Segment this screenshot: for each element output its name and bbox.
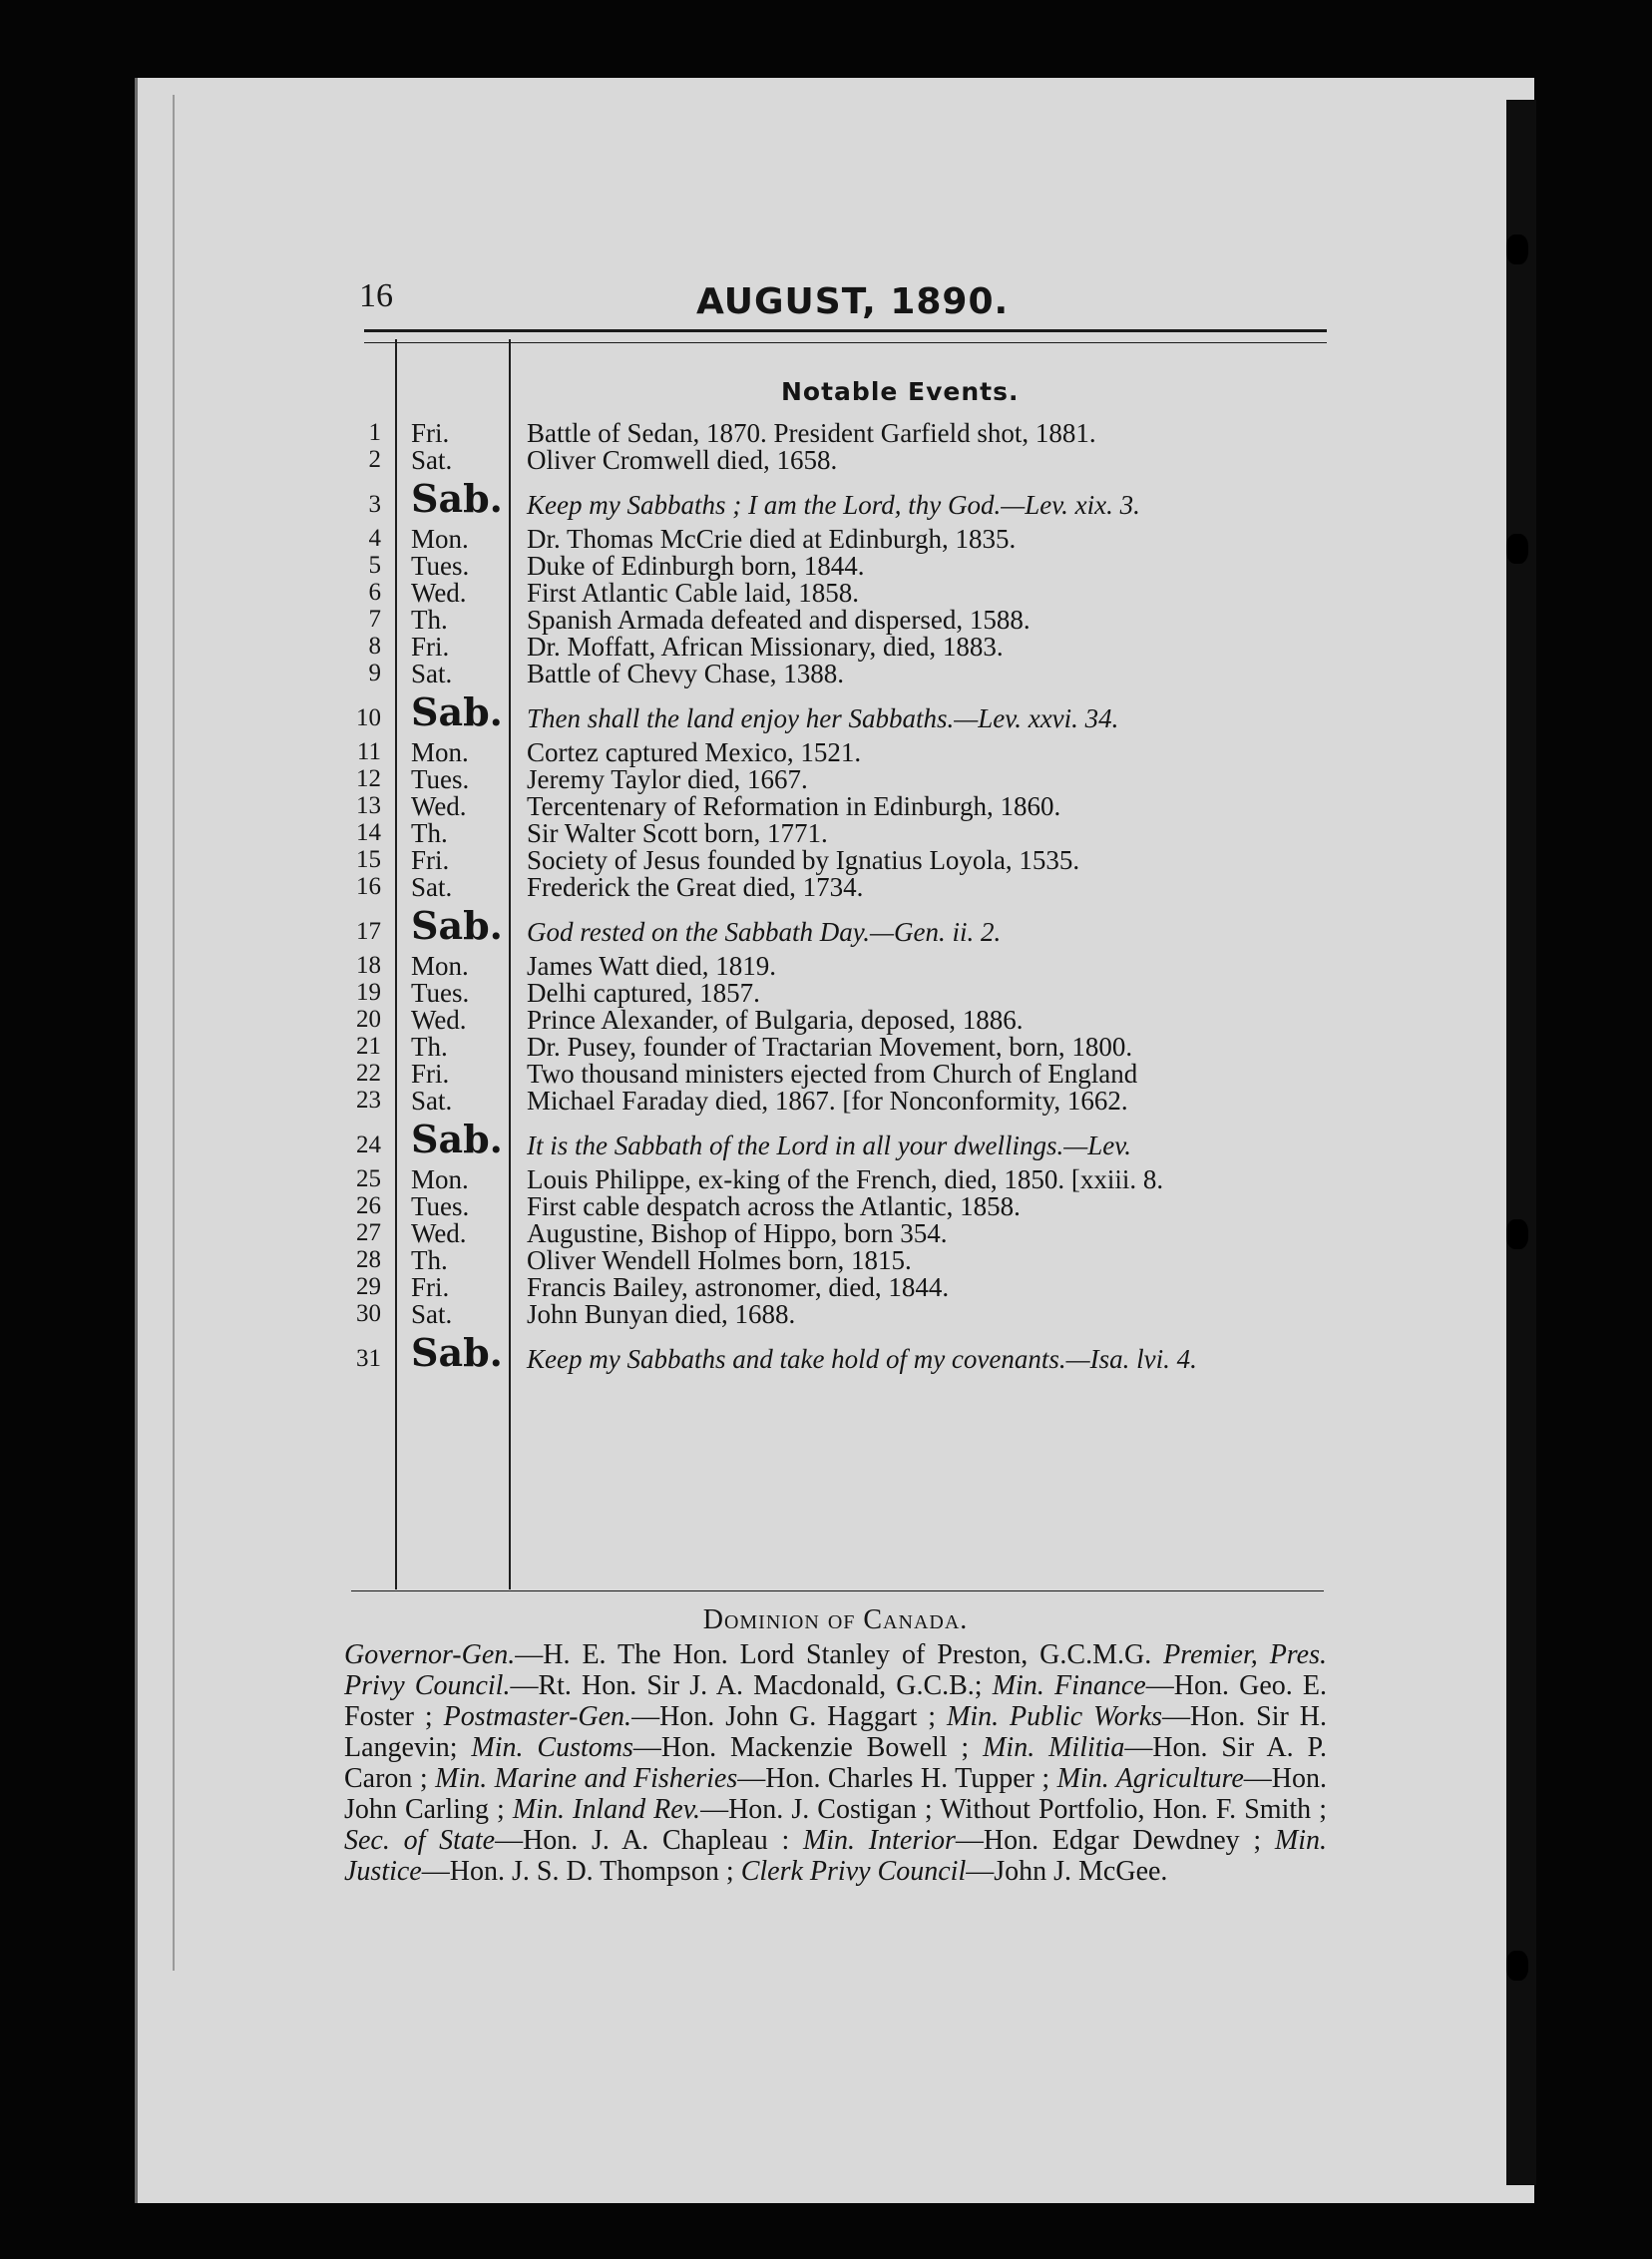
event-text: John Bunyan died, 1688. <box>527 1299 796 1329</box>
day-number: 18 <box>356 952 381 979</box>
day-name: Mon. <box>411 737 469 767</box>
event-text: Dr. Moffatt, African Missionary, died, 1883. <box>527 632 1004 662</box>
day-name: Sab. <box>411 903 503 948</box>
event-row <box>349 979 1327 1007</box>
event-row <box>349 606 1327 634</box>
office-title: Min. Customs <box>471 1732 633 1763</box>
day-number: 21 <box>356 1033 381 1060</box>
office-title: Min. Justice <box>344 1825 1327 1887</box>
event-text: Sir Walter Scott born, 1771. <box>527 818 828 848</box>
event-row <box>349 552 1327 580</box>
day-name: Fri. <box>411 418 450 448</box>
day-name: Sat. <box>411 445 453 475</box>
event-text: First cable despatch across the Atlantic, 1858. <box>527 1191 1021 1221</box>
event-row <box>349 1219 1327 1247</box>
event-row <box>349 1087 1327 1115</box>
event-row <box>349 579 1327 607</box>
event-text: Duke of Edinburgh born, 1844. <box>527 551 865 581</box>
event-row <box>349 738 1327 766</box>
day-number: 6 <box>368 579 381 606</box>
event-row <box>349 1192 1327 1220</box>
day-number: 14 <box>356 819 381 846</box>
event-text: It is the Sabbath of the Lord in all your dwellings.—Lev. <box>527 1130 1131 1160</box>
office-title: Min. Interior <box>802 1825 956 1856</box>
event-row <box>349 1006 1327 1034</box>
day-number: 5 <box>368 552 381 579</box>
event-row <box>349 873 1327 901</box>
day-name: Wed. <box>411 578 467 608</box>
event-text: Battle of Chevy Chase, 1388. <box>527 659 844 688</box>
page-title: AUGUST, 1890. <box>696 281 1010 322</box>
event-text: Spanish Armada defeated and dispersed, 1588. <box>527 605 1031 635</box>
event-row <box>349 1165 1327 1193</box>
event-text: God rested on the Sabbath Day.—Gen. ii. 2. <box>527 917 1002 947</box>
event-row <box>349 689 1327 734</box>
day-number: 9 <box>368 660 381 686</box>
event-text: Dr. Pusey, founder of Tractarian Movement, born, 1800. <box>527 1032 1133 1062</box>
day-name: Wed. <box>411 1005 467 1035</box>
event-row <box>349 765 1327 793</box>
office-holder: —H. E. The Hon. Lord Stanley of Preston, G.C.M.G. <box>515 1639 1164 1670</box>
day-number: 7 <box>368 606 381 633</box>
event-row <box>349 1330 1327 1375</box>
event-text: Frederick the Great died, 1734. <box>527 872 864 902</box>
day-number: 11 <box>356 738 381 765</box>
office-holder: —Hon. J. Costigan ; Without Portfolio, Hon. F. Smith ; <box>700 1794 1327 1825</box>
day-name: Sat. <box>411 1299 453 1329</box>
office-holder: —Hon. Geo. E. Foster ; <box>344 1670 1328 1732</box>
office-title: Governor-Gen. <box>344 1639 516 1670</box>
office-holder: —Hon. J. A. Chapleau : <box>495 1825 803 1856</box>
office-title: Sec. of State <box>344 1825 496 1856</box>
office-holder: —Hon. John Carling ; <box>344 1763 1327 1825</box>
day-number: 23 <box>356 1087 381 1114</box>
office-holder: —Hon. Sir H. Langevin; <box>344 1701 1328 1763</box>
event-text: Tercentenary of Reformation in Edinburgh, 1860. <box>527 791 1061 821</box>
event-text: Prince Alexander, of Bulgaria, deposed, 1886. <box>527 1005 1024 1035</box>
day-name: Tues. <box>411 551 470 581</box>
office-holder: —Rt. Hon. Sir J. A. Macdonald, G.C.B.; <box>510 1670 993 1701</box>
day-number: 3 <box>368 491 381 518</box>
event-row <box>349 792 1327 820</box>
events-heading: Notable Events. <box>781 377 1020 406</box>
dominion-section <box>344 1604 1327 1887</box>
office-holder: —Hon. Charles H. Tupper ; <box>737 1763 1057 1794</box>
event-row <box>349 476 1327 521</box>
event-row <box>349 1033 1327 1061</box>
day-number: 13 <box>356 792 381 819</box>
office-holder: —Hon. J. S. D. Thompson ; <box>421 1856 741 1887</box>
day-number: 22 <box>356 1060 381 1087</box>
office-title: Min. Inland Rev. <box>512 1794 701 1825</box>
day-number: 1 <box>368 419 381 446</box>
day-number: 10 <box>356 704 381 731</box>
event-text: Dr. Thomas McCrie died at Edinburgh, 1835. <box>527 524 1017 554</box>
day-name: Sab. <box>411 476 503 521</box>
day-name: Sat. <box>411 872 453 902</box>
day-name: Th. <box>411 1032 448 1062</box>
event-row <box>349 903 1327 948</box>
day-name: Sab. <box>411 1117 503 1161</box>
day-number: 26 <box>356 1192 381 1219</box>
event-text: Delhi captured, 1857. <box>527 978 760 1008</box>
event-text: Augustine, Bishop of Hippo, born 354. <box>527 1218 948 1248</box>
day-name: Fri. <box>411 1272 450 1302</box>
day-name: Wed. <box>411 791 467 821</box>
day-number: 8 <box>368 633 381 660</box>
office-title: Min. Marine and Fisheries <box>435 1763 738 1794</box>
event-text: First Atlantic Cable laid, 1858. <box>527 578 859 608</box>
day-number: 20 <box>356 1006 381 1033</box>
day-name: Sab. <box>411 1330 503 1375</box>
day-name: Tues. <box>411 978 470 1008</box>
event-text: Two thousand ministers ejected from Church of England <box>527 1059 1138 1089</box>
day-number: 27 <box>356 1219 381 1246</box>
event-row <box>349 1060 1327 1088</box>
event-text: Louis Philippe, ex-king of the French, died, 1850. [xxiii. 8. <box>527 1164 1164 1194</box>
day-name: Th. <box>411 1245 448 1275</box>
day-name: Mon. <box>411 524 469 554</box>
office-title: Min. Finance <box>992 1670 1146 1701</box>
day-number: 2 <box>368 446 381 473</box>
binding-hole <box>1506 1951 1528 1981</box>
day-number: 31 <box>356 1345 381 1372</box>
event-row <box>349 819 1327 847</box>
day-number: 24 <box>356 1131 381 1158</box>
day-number: 25 <box>356 1165 381 1192</box>
day-number: 4 <box>368 525 381 552</box>
day-name: Fri. <box>411 1059 450 1089</box>
day-number: 28 <box>356 1246 381 1273</box>
office-title: Min. Public Works <box>947 1701 1163 1732</box>
page-number: 16 <box>359 277 393 314</box>
event-row <box>349 1117 1327 1161</box>
event-text: Society of Jesus founded by Ignatius Loyola, 1535. <box>527 845 1080 875</box>
event-row <box>349 1300 1327 1328</box>
day-name: Sat. <box>411 659 453 688</box>
day-name: Mon. <box>411 1164 469 1194</box>
day-number: 29 <box>356 1273 381 1300</box>
event-text: Oliver Cromwell died, 1658. <box>527 445 838 475</box>
event-row <box>349 633 1327 661</box>
day-name: Sab. <box>411 689 503 734</box>
office-holder: —Hon. Edgar Dewdney ; <box>955 1825 1275 1856</box>
day-number: 19 <box>356 979 381 1006</box>
day-name: Mon. <box>411 951 469 981</box>
day-name: Th. <box>411 605 448 635</box>
event-row <box>349 1273 1327 1301</box>
dominion-title: Dominion of Canada. <box>702 1604 969 1635</box>
day-number: 15 <box>356 846 381 873</box>
day-name: Fri. <box>411 632 450 662</box>
office-holder: —Hon. Sir A. P. Caron ; <box>344 1732 1328 1794</box>
day-number: 17 <box>356 918 381 945</box>
office-holder: —John J. McGee. <box>966 1856 1168 1887</box>
day-number: 30 <box>356 1300 381 1327</box>
event-row <box>349 846 1327 874</box>
event-row <box>349 952 1327 980</box>
day-number: 12 <box>356 765 381 792</box>
day-name: Tues. <box>411 764 470 794</box>
day-name: Tues. <box>411 1191 470 1221</box>
office-title: Postmaster-Gen. <box>443 1701 632 1732</box>
event-text: Battle of Sedan, 1870. President Garfield shot, 1881. <box>527 418 1096 448</box>
events-bottom-rule <box>351 1590 1324 1591</box>
event-text: Then shall the land enjoy her Sabbaths.—Lev. xxvi. 34. <box>527 703 1119 733</box>
dominion-body <box>344 1639 1327 1887</box>
day-number: 16 <box>356 873 381 900</box>
event-text: Cortez captured Mexico, 1521. <box>527 737 862 767</box>
event-text: James Watt died, 1819. <box>527 951 777 981</box>
office-holder: —Hon. John G. Haggart ; <box>631 1701 947 1732</box>
office-holder: —Hon. Mackenzie Bowell ; <box>632 1732 984 1763</box>
office-title: Min. Agriculture <box>1056 1763 1244 1794</box>
event-row <box>349 660 1327 687</box>
event-text: Oliver Wendell Holmes born, 1815. <box>527 1245 912 1275</box>
event-text: Keep my Sabbaths ; I am the Lord, thy God.—Lev. xix. 3. <box>527 490 1140 520</box>
event-row <box>349 525 1327 553</box>
day-name: Wed. <box>411 1218 467 1248</box>
office-title: Premier, Pres. Privy Council. <box>344 1639 1327 1701</box>
event-text: Keep my Sabbaths and take hold of my covenants.—Isa. lvi. 4. <box>527 1344 1197 1374</box>
event-row <box>349 446 1327 474</box>
event-text: Jeremy Taylor died, 1667. <box>527 764 808 794</box>
office-title: Min. Militia <box>983 1732 1125 1763</box>
event-row <box>349 1246 1327 1274</box>
day-name: Fri. <box>411 845 450 875</box>
office-title: Clerk Privy Council <box>740 1856 967 1887</box>
event-text: Michael Faraday died, 1867. [for Nonconformity, 1662. <box>527 1086 1128 1116</box>
day-name: Sat. <box>411 1086 453 1116</box>
event-row <box>349 419 1327 447</box>
day-name: Th. <box>411 818 448 848</box>
event-text: Francis Bailey, astronomer, died, 1844. <box>527 1272 950 1302</box>
